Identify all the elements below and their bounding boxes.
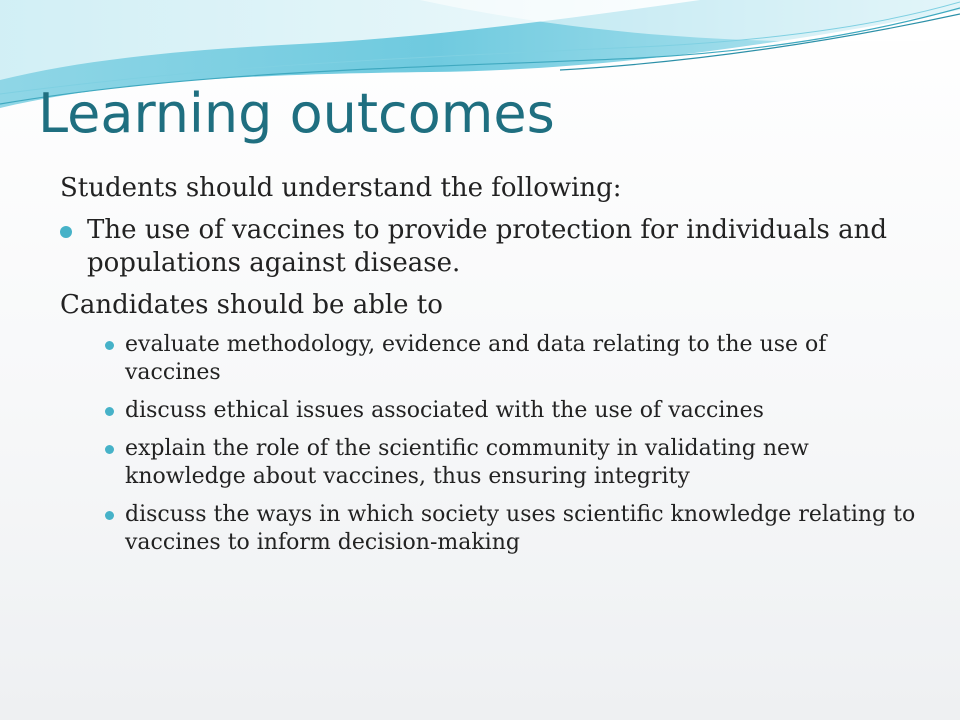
- intro-line: Students should understand the following:: [60, 173, 622, 203]
- candidate-item-text: explain the role of the scientific community in validating new knowledge about vaccines, thus ensuring integrity: [125, 436, 809, 489]
- bullet-icon: [105, 407, 114, 416]
- slide-title: Learning outcomes: [38, 82, 555, 145]
- content-body: [60, 172, 920, 567]
- understand-item-text: The use of vaccines to provide protection for individuals and populations against disease.: [87, 215, 888, 278]
- understand-item: [60, 214, 920, 280]
- candidate-item-text: evaluate methodology, evidence and data relating to the use of vaccines: [125, 332, 827, 385]
- bullet-icon: [105, 511, 114, 520]
- candidate-item-text: discuss the ways in which society uses scientific knowledge relating to vaccines to inform decision-making: [125, 502, 916, 555]
- candidate-item: [125, 397, 920, 425]
- candidate-item: [125, 435, 920, 491]
- bullet-icon: [105, 341, 114, 350]
- bullet-icon: [60, 226, 72, 238]
- candidates-heading: Candidates should be able to: [60, 290, 443, 320]
- candidate-item-text: discuss ethical issues associated with the use of vaccines: [125, 398, 764, 423]
- candidate-item: [125, 331, 920, 387]
- candidate-item: [125, 501, 920, 557]
- bullet-icon: [105, 445, 114, 454]
